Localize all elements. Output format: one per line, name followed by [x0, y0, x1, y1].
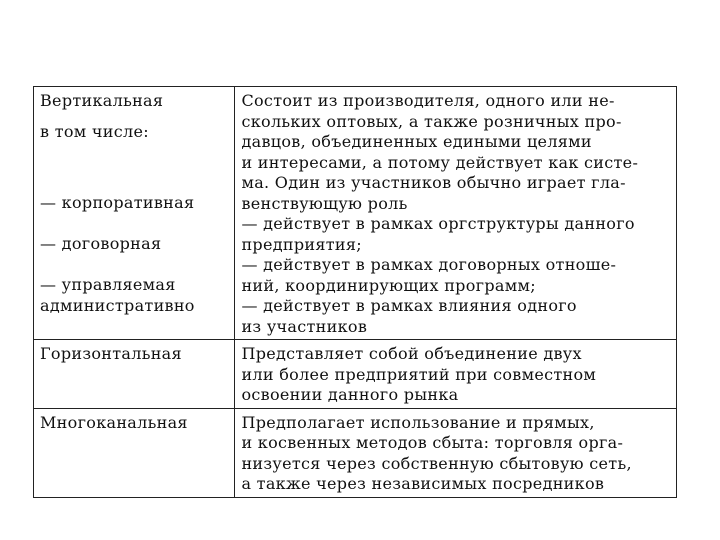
row-subtitle-vertical: в том числе: [40, 121, 149, 141]
table-row-horizontal [34, 340, 677, 409]
description-line: скольких оптовых, а также розничных про- [241, 111, 622, 131]
description-line: ний, координирующих программ; [241, 275, 536, 295]
subtype-contractual: — договорная [40, 234, 162, 253]
cell-multichannel-type [34, 408, 235, 497]
channel-types-table [33, 86, 677, 498]
description-line: и косвенных методов сбыта: торговля орга- [241, 433, 624, 452]
description-line: — действует в рамках договорных отноше- [241, 255, 617, 274]
description-line: низуется через собственную сбытовую сеть, [241, 453, 632, 473]
description-line: из участников [241, 316, 368, 336]
row-title-multichannel: Многоканальная [40, 412, 188, 432]
cell-vertical-description [235, 87, 677, 340]
description-line: — действует в рамках оргструктуры данного [241, 214, 635, 233]
description-line: — действует в рамках влияния одного [241, 296, 577, 315]
description-line: ма. Один из участников обычно играет гла- [241, 173, 626, 192]
cell-multichannel-description [235, 408, 677, 497]
cell-horizontal-description [235, 340, 677, 409]
row-title-vertical: Вертикальная [40, 91, 164, 110]
description-line: освоении данного рынка [241, 385, 459, 404]
subtype-corporate: — корпоративная [40, 193, 195, 212]
description-line: венствующую роль [241, 193, 408, 213]
subtype-administered-line1: — управляемая [40, 275, 176, 294]
description-line: Предполагает использование и прямых, [241, 412, 595, 432]
description-line: или более предприятий при совместном [241, 364, 597, 384]
description-line: Состоит из производителя, одного или не- [241, 91, 615, 110]
description-line: и интересами, а потому действует как систе- [241, 152, 639, 172]
cell-horizontal-type [34, 340, 235, 409]
description-line: а также через независимых посредников [241, 474, 605, 493]
cell-vertical-type [34, 87, 235, 340]
table-row-vertical [34, 87, 677, 340]
description-line: предприятия; [241, 234, 362, 254]
subtype-administered-line2: административно [40, 295, 195, 315]
row-title-horizontal: Горизонтальная [40, 344, 182, 363]
description-line: Представляет собой объединение двух [241, 344, 582, 363]
description-line: давцов, объединенных едиными целями [241, 132, 592, 151]
table-row-multichannel [34, 408, 677, 497]
